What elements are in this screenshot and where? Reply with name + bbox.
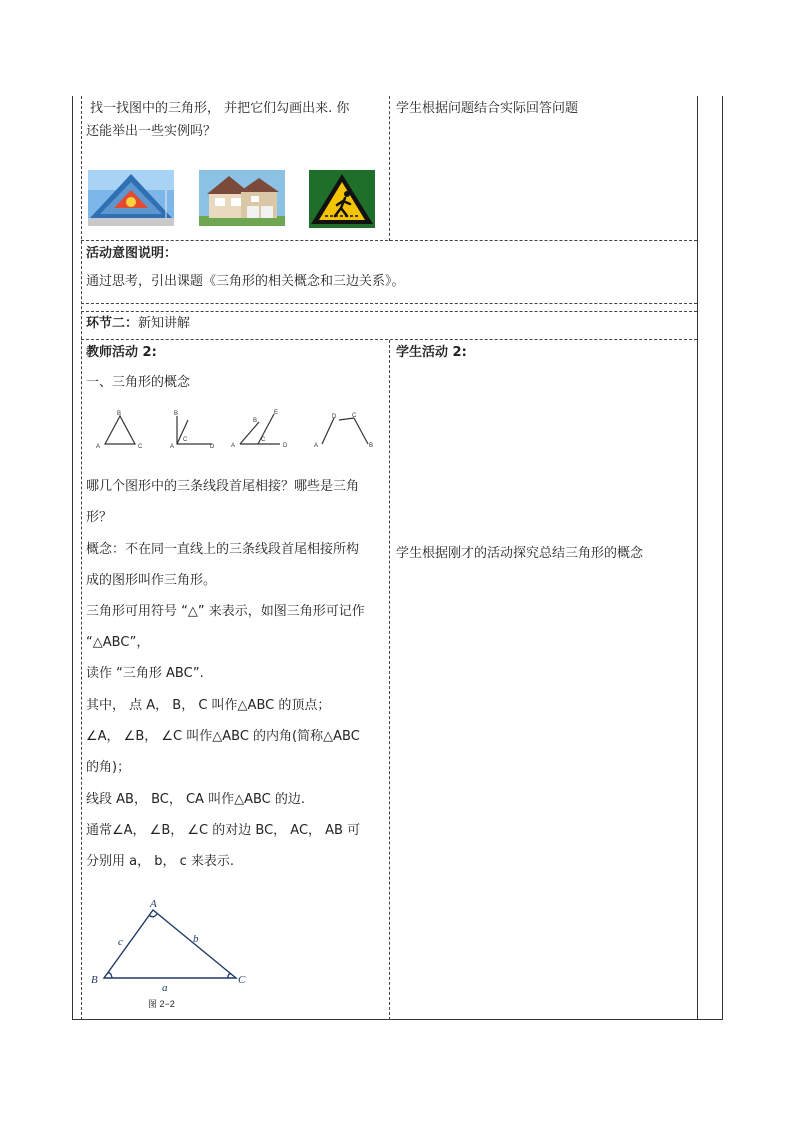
body-line-8: 其中， 点 A， B， C 叫作△ABC 的顶点； bbox=[86, 698, 331, 713]
body-line-11: 线段 AB， BC， CA 叫作△ABC 的边. bbox=[86, 792, 306, 807]
body-line-13: 分别用 a， b， c 来表示. bbox=[86, 854, 235, 869]
fig1-label-b4: B bbox=[369, 443, 374, 449]
body-line-12: 通常∠A， ∠B， ∠C 的对边 BC， AC， AB 可 bbox=[86, 823, 361, 838]
roof-photo bbox=[88, 170, 174, 226]
fig1-label-b1: B bbox=[117, 411, 122, 417]
fig1-label-a2: A bbox=[170, 444, 175, 450]
body-line-4: 成的图形叫作三角形。 bbox=[86, 573, 217, 588]
body-line-6: “△ABC”， bbox=[86, 635, 150, 650]
fig1-label-e3: E bbox=[274, 410, 279, 416]
fig1-label-c1: C bbox=[138, 444, 143, 450]
column-divider-top bbox=[389, 96, 390, 241]
fig2-label-b: B bbox=[91, 974, 98, 986]
row-divider-1 bbox=[81, 240, 697, 241]
student-answer-1: 学生根据问题结合实际回答问题 bbox=[396, 101, 579, 116]
fig1-label-a1: A bbox=[96, 444, 101, 450]
column-divider-left bbox=[81, 96, 82, 1020]
fig1-label-b2: B bbox=[174, 411, 179, 417]
fig2-side-b: b bbox=[193, 933, 199, 945]
fig1-label-c4: C bbox=[352, 413, 357, 419]
fig2-side-a: a bbox=[162, 982, 168, 994]
fig1-label-d3: D bbox=[283, 443, 288, 449]
fig1-label-d4: D bbox=[332, 414, 337, 420]
row-divider-3 bbox=[81, 311, 697, 312]
row-divider-4 bbox=[81, 339, 697, 340]
table-border-left bbox=[72, 96, 73, 1020]
house-photo bbox=[199, 170, 285, 226]
intent-heading: 活动意图说明： bbox=[86, 246, 178, 261]
step2-label: 环节二： bbox=[86, 316, 139, 331]
teacher-activity-heading: 教师活动 2: bbox=[86, 345, 157, 360]
fig1-label-c2: C bbox=[183, 437, 188, 443]
fig1-label-a3: A bbox=[231, 443, 236, 449]
triangle-figures bbox=[90, 408, 390, 450]
body-line-3: 概念：不在同一直线上的三条线段首尾相接所构 bbox=[86, 542, 360, 557]
step2-name: 新知讲解 bbox=[138, 316, 191, 331]
triangle-abc-figure bbox=[88, 896, 258, 1012]
inner-border-right bbox=[697, 96, 698, 1020]
body-line-2: 形？ bbox=[86, 510, 113, 525]
body-line-1: 哪几个图形中的三条线段首尾相接？哪些是三角 bbox=[86, 479, 360, 494]
fig1-label-a4: A bbox=[314, 443, 319, 449]
table-border-right bbox=[722, 96, 723, 1020]
body-line-7: 读作 “三角形 ABC”. bbox=[86, 666, 204, 681]
row-divider-2 bbox=[81, 303, 697, 304]
student-activity-heading: 学生活动 2: bbox=[396, 345, 467, 360]
fig1-label-d2: D bbox=[210, 444, 215, 450]
body-line-9: ∠A， ∠B， ∠C 叫作△ABC 的内角(简称△ABC bbox=[86, 729, 360, 744]
pedestrian-sign-icon bbox=[309, 170, 375, 228]
fig2-label-c: C bbox=[238, 974, 246, 986]
body-line-5: 三角形可用符号 “△” 来表示，如图三角形可记作 bbox=[86, 604, 365, 619]
question-line-2: 还能举出一些实例吗？ bbox=[86, 124, 217, 139]
concept-subheading: 一、三角形的概念 bbox=[86, 375, 191, 390]
fig2-label-a: A bbox=[150, 898, 157, 910]
fig1-label-c3: C bbox=[261, 437, 266, 443]
fig2-caption: 图 2−2 bbox=[148, 999, 175, 1009]
table-border-bottom bbox=[72, 1019, 723, 1020]
step2-title bbox=[86, 316, 190, 332]
body-line-10: 的角)； bbox=[86, 760, 131, 775]
intent-text: 通过思考，引出课题《三角形的相关概念和三边关系》。 bbox=[86, 274, 405, 289]
student-activity-text: 学生根据刚才的活动探究总结三角形的概念 bbox=[396, 546, 644, 561]
question-line-1: 找一找图中的三角形， 并把它们勾画出来. 你 bbox=[90, 101, 350, 116]
fig2-side-c: c bbox=[118, 936, 123, 948]
fig1-label-b3: B bbox=[253, 418, 258, 424]
